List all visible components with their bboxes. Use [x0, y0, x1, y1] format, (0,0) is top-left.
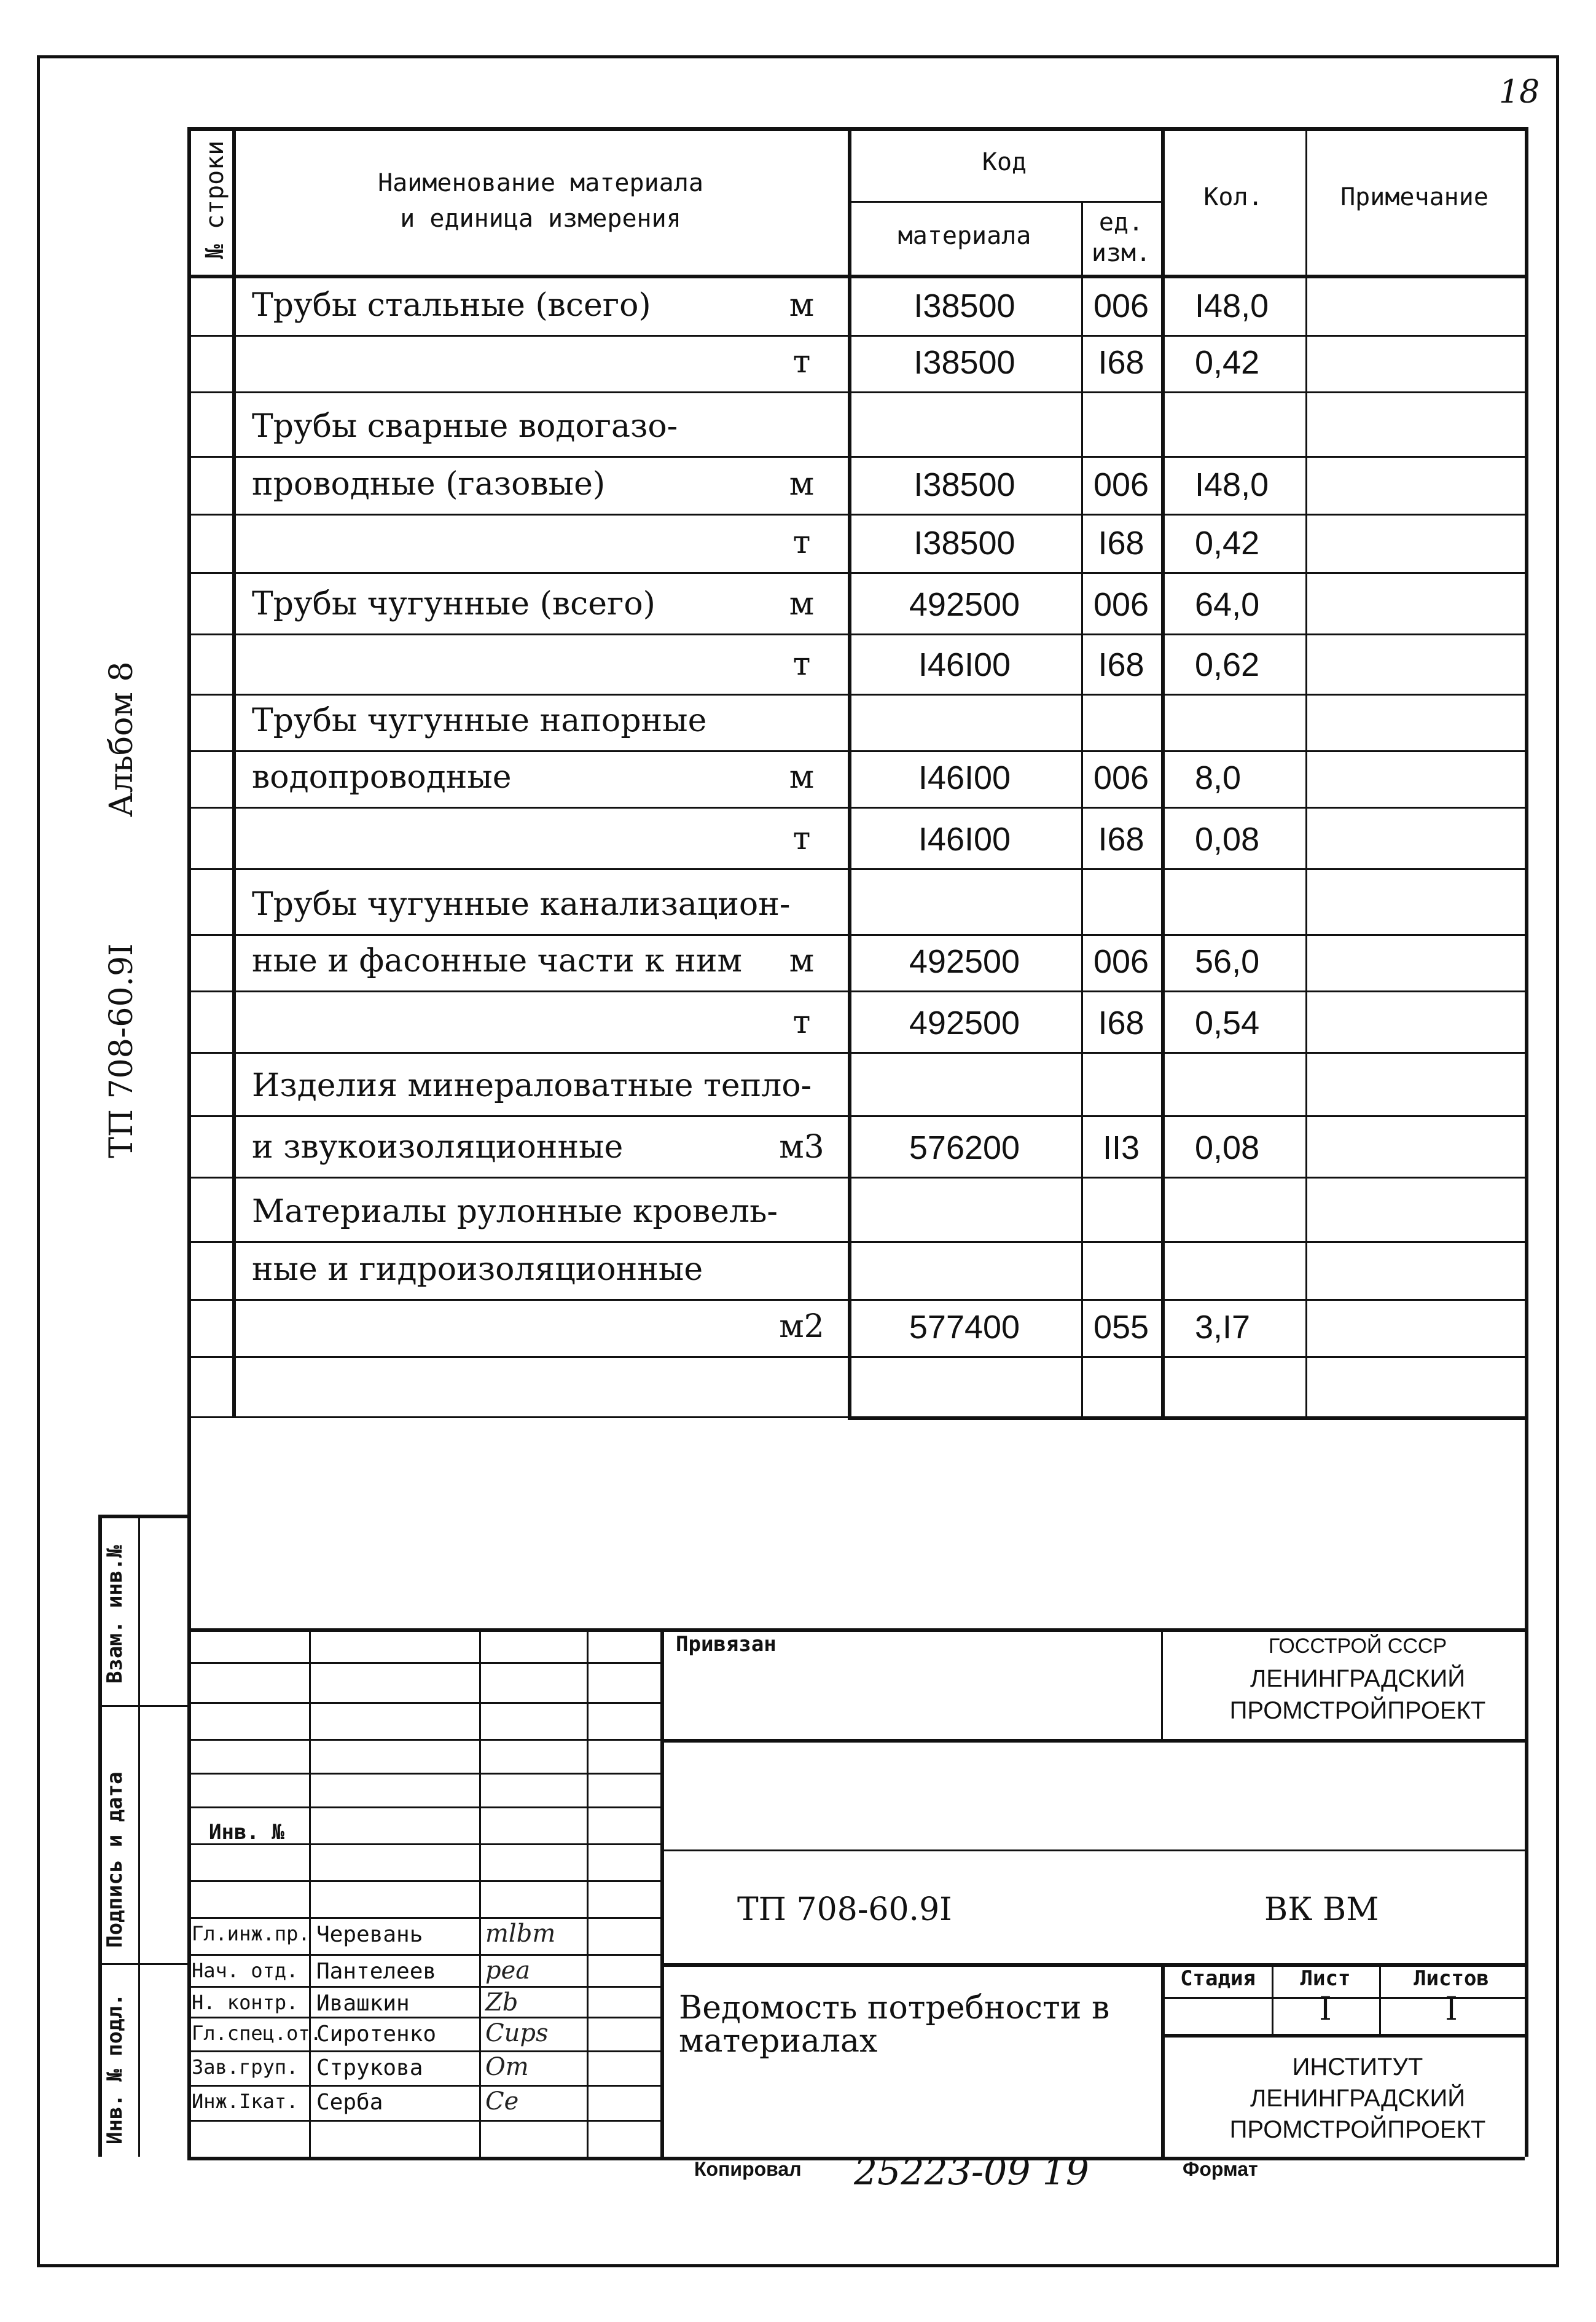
row-code: I46I00 [918, 646, 1011, 683]
signer-name: Пантелеев [316, 1959, 437, 1984]
row-name: водопроводные [252, 759, 512, 796]
row-line [187, 990, 1525, 992]
row-name: Материалы рулонные кровель- [252, 1193, 778, 1230]
album-label: Альбом 8 [103, 661, 140, 817]
title-mark: ВК ВМ [1264, 1891, 1379, 1928]
grid-line [660, 1849, 1525, 1851]
grid-line [309, 1628, 311, 2157]
header-code: Код [982, 148, 1027, 176]
row-ucode: 006 [1093, 586, 1149, 623]
grid-line [1161, 2034, 1525, 2038]
row-ucode: II3 [1102, 1129, 1140, 1166]
row-name: Трубы чугунные канализацион- [252, 886, 791, 923]
grid-line [98, 1515, 187, 1518]
row-qty: 0,08 [1195, 1129, 1260, 1166]
grid-line [587, 1628, 589, 2157]
row-unit: м [789, 466, 815, 503]
row-name: ные и фасонные части к ним [252, 943, 742, 979]
tb-row-line [187, 1986, 660, 1988]
signer-role: Гл.инж.пр. [192, 1922, 310, 1945]
row-line [187, 1177, 1525, 1179]
row-line [187, 934, 1525, 936]
signer-role: Инж.Iкат. [192, 2090, 299, 2113]
row-ucode: I68 [1098, 821, 1144, 858]
row-qty: I48,0 [1195, 288, 1269, 324]
signer-name: Серба [316, 2090, 383, 2115]
signer-role: Зав.груп. [192, 2055, 299, 2079]
signature: Om [485, 2053, 529, 2081]
header-unit-1: ед. [1098, 208, 1144, 237]
title-line-1: Ведомость потребности в [679, 1990, 1110, 2026]
row-name: и звукоизоляционные [252, 1129, 624, 1166]
header-name-2: и единица измерения [400, 205, 681, 233]
grid-line [187, 275, 1525, 278]
row-ucode: I68 [1098, 1005, 1144, 1041]
row-code: I38500 [913, 288, 1015, 324]
header-row-no: № строки [201, 140, 229, 259]
grid-line [232, 127, 236, 1416]
tb-row-line [187, 2050, 660, 2052]
grid-line [1161, 1628, 1163, 1739]
row-code: 492500 [909, 586, 1020, 623]
title-doc-code: ТП 708-60.9I [737, 1891, 952, 1928]
signer-name: Черевань [316, 1922, 423, 1947]
row-unit: т [792, 524, 811, 561]
tb-row-line [187, 1806, 660, 1808]
row-line [187, 750, 1525, 752]
stamp-podpis: Подпись и дата [103, 1771, 127, 1948]
title-line-2: материалах [679, 2023, 878, 2060]
row-qty: 0,42 [1195, 344, 1260, 381]
row-ucode: 006 [1093, 466, 1149, 503]
signature: mlbm [485, 1920, 556, 1948]
sheet-label: Лист [1300, 1966, 1351, 1991]
format-label: Формат [1183, 2158, 1258, 2180]
row-name: Трубы чугунные напорные [252, 702, 707, 739]
row-unit: т [792, 343, 811, 380]
table-left-border [187, 127, 191, 2157]
sheets-label: Листов [1414, 1966, 1489, 1991]
row-name: Изделия минераловатные тепло- [252, 1067, 812, 1104]
signer-role: Гл.спец.от. [192, 2022, 322, 2045]
inv-no-label: Инв. № [209, 1820, 284, 1845]
row-unit: м [789, 287, 815, 324]
row-qty: 8,0 [1195, 759, 1242, 796]
grid-line [1161, 127, 1165, 1416]
row-unit: т [792, 1004, 811, 1041]
row-ucode: 006 [1093, 759, 1149, 796]
stage-label: Стадия [1180, 1966, 1256, 1991]
row-line [187, 456, 1525, 458]
grid-line [1305, 127, 1307, 1416]
row-ucode: 006 [1093, 288, 1149, 324]
row-name: ные и гидроизоляционные [252, 1251, 703, 1288]
sheets-value: I [1445, 1991, 1458, 2028]
signature: Ce [485, 2087, 519, 2116]
row-name: Трубы чугунные (всего) [252, 586, 655, 622]
signature: Zb [485, 1988, 518, 2017]
row-code: I38500 [913, 466, 1015, 503]
grid-line [848, 1416, 1525, 1420]
row-line [187, 1299, 1525, 1301]
row-ucode: I68 [1098, 525, 1144, 562]
tb-row-line [187, 2120, 660, 2122]
row-ucode: I68 [1098, 344, 1144, 381]
row-unit: т [792, 820, 811, 857]
row-line [187, 391, 1525, 393]
inst-line-1: ИНСТИТУТ [1292, 2053, 1423, 2081]
privyazan-label: Привязан [676, 1632, 776, 1657]
row-line [187, 1052, 1525, 1054]
row-line [187, 1356, 1525, 1358]
row-ucode: 055 [1093, 1309, 1149, 1346]
header-unit-2: изм. [1091, 239, 1151, 267]
row-qty: 56,0 [1195, 943, 1260, 980]
grid-line [660, 1628, 664, 2157]
row-name: Трубы сварные водогазо- [252, 408, 678, 445]
grid-line [187, 127, 1525, 131]
row-line [187, 514, 1525, 516]
row-ucode: I68 [1098, 646, 1144, 683]
header-name-1: Наименование материала [378, 169, 703, 197]
signer-name: Сиротенко [316, 2022, 437, 2047]
org-line-2: ЛЕНИНГРАДСКИЙ [1250, 1665, 1465, 1692]
signer-role: Нач. отд. [192, 1959, 299, 1982]
row-unit: м2 [779, 1308, 824, 1345]
grid-line [479, 1628, 481, 2157]
row-line [187, 335, 1525, 337]
row-unit: м [789, 586, 815, 622]
row-qty: 0,42 [1195, 525, 1260, 562]
row-line [187, 633, 1525, 635]
row-code: I46I00 [918, 759, 1011, 796]
row-line [187, 1115, 1525, 1117]
signer-name: Струкова [316, 2055, 423, 2081]
row-code: 492500 [909, 943, 1020, 980]
grid-line [660, 1739, 1525, 1743]
header-qty: Кол. [1203, 183, 1263, 211]
copied-label: Копировал [694, 2158, 802, 2180]
tb-row-line [187, 2017, 660, 2018]
table-right-border [1525, 127, 1528, 1628]
grid-line [848, 201, 1161, 203]
tb-row-line [187, 1917, 660, 1919]
tb-row-line [187, 1954, 660, 1956]
row-qty: 0,54 [1195, 1005, 1260, 1041]
row-qty: 0,08 [1195, 821, 1260, 858]
sheet-value: I [1319, 1991, 1332, 2028]
row-qty: 0,62 [1195, 646, 1260, 683]
stamp-vzam: Взам. инв.№ [103, 1545, 127, 1684]
tb-row-line [187, 2085, 660, 2087]
tb-row-line [187, 1702, 660, 1704]
row-line [187, 694, 1525, 696]
tb-row-line [187, 1880, 660, 1882]
row-qty: I48,0 [1195, 466, 1269, 503]
header-material: материала [898, 222, 1031, 250]
row-line [187, 807, 1525, 809]
copy-number: 25223-09 19 [854, 2151, 1089, 2194]
row-unit: м [789, 943, 815, 979]
inst-line-2: ЛЕНИНГРАДСКИЙ [1250, 2085, 1465, 2112]
row-unit: м3 [779, 1129, 824, 1166]
row-code: I38500 [913, 344, 1015, 381]
side-doc-code: ТП 708-60.9I [103, 943, 140, 1158]
signer-role: Н. контр. [192, 1991, 299, 2014]
row-code: 492500 [909, 1005, 1020, 1041]
tb-row-line [187, 1662, 660, 1664]
stamp-inv-podl: Инв. № подл. [103, 1993, 127, 2144]
grid-line [98, 1705, 187, 1707]
row-code: I38500 [913, 525, 1015, 562]
row-code: 576200 [909, 1129, 1020, 1166]
grid-line [187, 1416, 848, 1418]
signature: pea [485, 1956, 531, 1985]
inst-line-3: ПРОМСТРОЙПРОЕКТ [1229, 2116, 1486, 2143]
grid-line [1081, 201, 1083, 1416]
row-qty: 3,I7 [1195, 1309, 1251, 1346]
grid-line [187, 1628, 1525, 1632]
row-ucode: 006 [1093, 943, 1149, 980]
org-line-3: ПРОМСТРОЙПРОЕКТ [1229, 1697, 1486, 1724]
row-code: 577400 [909, 1309, 1020, 1346]
grid-line [98, 1963, 187, 1965]
row-name: проводные (газовые) [252, 466, 606, 503]
header-note: Примечание [1340, 183, 1488, 211]
page-number: 18 [1499, 74, 1540, 111]
row-qty: 64,0 [1195, 586, 1260, 623]
row-unit: т [792, 646, 811, 683]
row-unit: м [789, 759, 815, 796]
signature: Cups [485, 2019, 549, 2047]
row-line [187, 1241, 1525, 1243]
row-line [187, 868, 1525, 870]
grid-line [138, 1515, 140, 2157]
org-line-1: ГОССТРОЙ СССР [1268, 1634, 1447, 1658]
row-code: I46I00 [918, 821, 1011, 858]
tb-row-line [187, 1773, 660, 1775]
tb-row-line [187, 1739, 660, 1741]
row-name: Трубы стальные (всего) [252, 287, 651, 324]
grid-line [98, 1515, 102, 2157]
signer-name: Ивашкин [316, 1991, 410, 2016]
row-line [187, 572, 1525, 574]
